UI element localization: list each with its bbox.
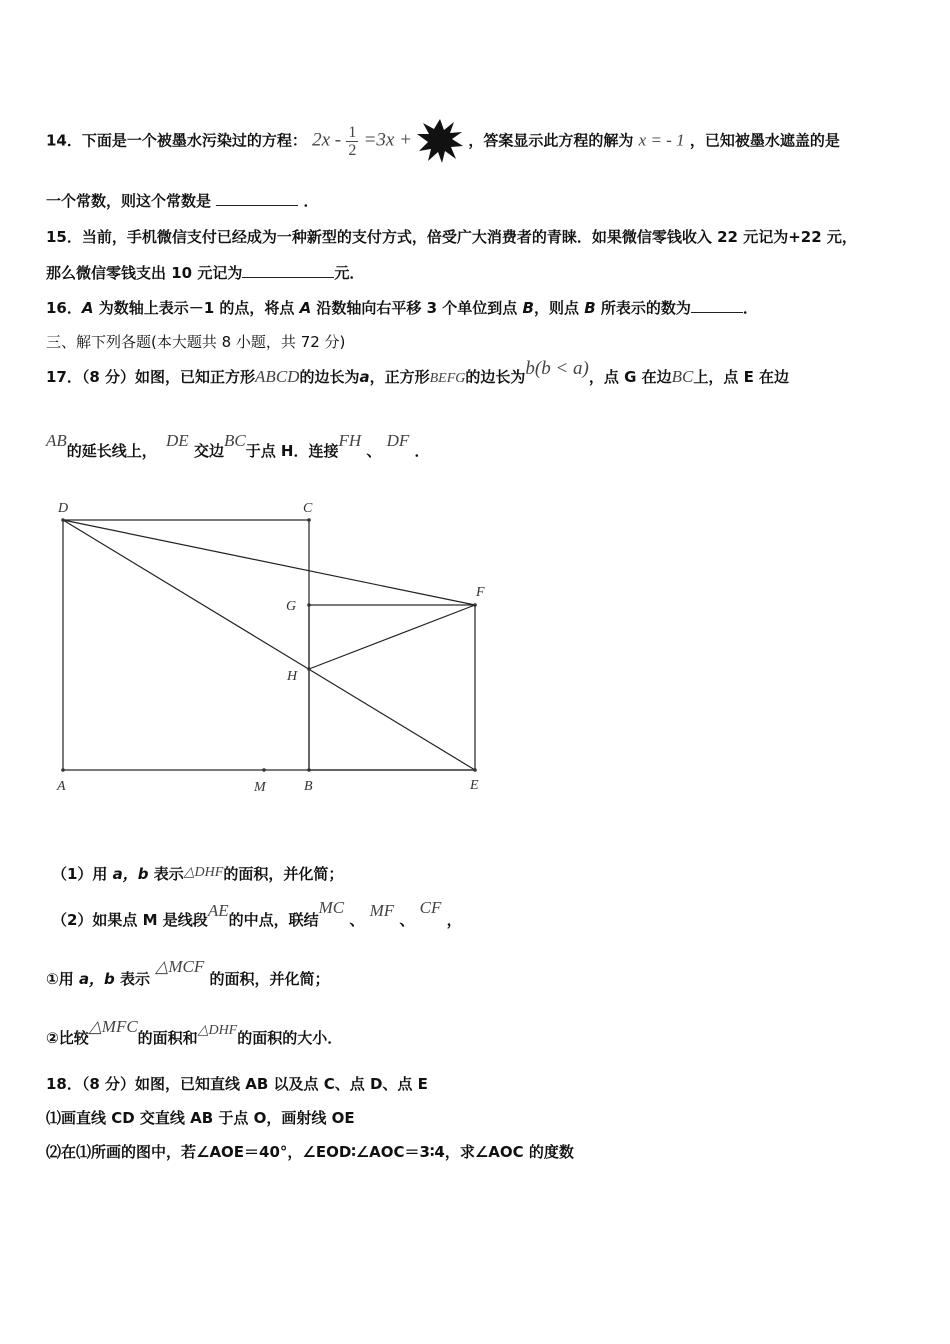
label-g: G [286, 599, 297, 614]
q17-text-5: 上，点 E 在边 [693, 368, 790, 386]
q16-point-b: B [522, 299, 534, 317]
point-d [61, 518, 65, 522]
q17-l2-sep: 、 [366, 442, 382, 460]
square-abcd [63, 520, 309, 770]
q16-text-2: 沿数轴向右平移 3 个单位到点 [311, 299, 523, 317]
q17-sub1-a: ①用 [46, 970, 79, 988]
q17-b-condition: b(b < a) [525, 358, 589, 379]
q17-sub2-b: 的面积和 [137, 1029, 198, 1047]
label-a: A [57, 779, 66, 794]
geometry-figure [40, 495, 510, 800]
label-c: C [303, 501, 313, 516]
label-m: M [254, 780, 266, 795]
q17-text-3: 的边长为 [465, 368, 526, 386]
q17-intro: 17．（8 分）如图，已知正方形 [46, 368, 256, 386]
q14-eq-right: =3x + [363, 129, 412, 151]
q17-part2-b: 的中点，联结 [228, 911, 319, 929]
q17-part2-sep2: 、 [399, 911, 415, 929]
point-b [307, 768, 311, 772]
q17-var-a: a [359, 368, 370, 386]
q17-part2-sep1: 、 [349, 911, 365, 929]
q17-fh: FH [338, 431, 362, 450]
q17-l2-text-1: 的延长线上， [66, 442, 157, 460]
q15-line1: 15．当前，手机微信支付已经成为一种新型的支付方式，倍受广大消费者的青睐．如果微信零钱收入 22 元记为+22 元， [46, 228, 857, 246]
q17-part2-cf: CF [419, 898, 442, 917]
q17-bc: BC [671, 367, 694, 386]
q14-eq-left: 2x - [312, 129, 342, 151]
point-f [473, 603, 477, 607]
q17-df: DF [386, 431, 410, 450]
q17-part1-c: 的面积，并化简； [223, 865, 344, 883]
square-befg [309, 605, 475, 770]
point-e [473, 768, 477, 772]
q17-part1 [52, 863, 343, 884]
label-f: F [476, 585, 485, 600]
q17-sub2 [46, 1017, 343, 1048]
q17-de: DE [166, 431, 189, 450]
q17-part2 [52, 898, 462, 930]
q16-end: ． [742, 299, 758, 317]
section-3-heading: 三、解下列各题(本大题共 8 小题，共 72 分) [46, 333, 346, 351]
q17-befg: BEFG [429, 371, 466, 386]
q14-line2-text: 一个常数，则这个常数是 [46, 192, 212, 210]
q17-sub1-c: 的面积，并化简； [209, 970, 330, 988]
ink-blot-icon [417, 118, 463, 164]
q14-frac-den: 2 [348, 141, 357, 159]
point-a [61, 768, 65, 772]
point-g [307, 603, 311, 607]
q15-answer-blank[interactable] [242, 263, 334, 278]
q14-line2 [46, 190, 319, 211]
q17-l2-text-2: 交边 [193, 442, 224, 460]
q17-part1-b: 表示 [148, 865, 184, 883]
segment-fh [309, 605, 475, 669]
q17-ab: AB [46, 431, 67, 450]
q17-sub2-c: 的面积的大小． [237, 1029, 343, 1047]
q17-l2-end: ． [414, 442, 430, 460]
point-h [307, 667, 311, 671]
q14-solution: x = - 1 [638, 130, 685, 150]
q16-point-b2: B [584, 299, 596, 317]
q14-suffix: ，已知被墨水遮盖的是 [689, 131, 840, 150]
q16-point-a: A [81, 299, 94, 317]
q17-part2-mc: MC [318, 898, 345, 917]
q15-line2-end: 元． [334, 264, 365, 282]
segment-de [63, 520, 475, 770]
q17-part1-a: （1）用 [52, 865, 113, 883]
q16-text-3: ，则点 [533, 299, 585, 317]
q17-sub2-triangle1: △MFC [88, 1017, 138, 1036]
q17-l2-bc: BC [223, 431, 246, 450]
q15-line2-start: 那么微信零钱支出 10 元记为 [46, 264, 243, 282]
label-d: D [58, 501, 69, 516]
q18-line1: 18．（8 分）如图，已知直线 AB 以及点 C、点 D、点 E [46, 1075, 428, 1093]
q17-part1-ab: a，b [112, 865, 149, 883]
q14-line2-end: ． [303, 192, 319, 210]
q14-mid: ，答案显示此方程的解为 [468, 131, 634, 150]
q17-part2-mf: MF [369, 901, 395, 920]
q16-text-1: 为数轴上表示－1 的点，将点 [93, 299, 300, 317]
point-m [262, 768, 266, 772]
q16-point-a2: A [299, 299, 312, 317]
label-b: B [304, 779, 313, 794]
q17-sub1 [46, 957, 330, 989]
q18-line3: ⑵在⑴所画的图中，若∠AOE＝40°，∠EOD∶∠AOC＝3∶4，求∠AOC 的度数 [46, 1143, 574, 1161]
q14-frac-num: 1 [348, 123, 357, 141]
q17-l2-text-3: 于点 H．连接 [245, 442, 339, 460]
q17-line1 [46, 358, 790, 388]
q17-sub1-b: 表示 [114, 970, 151, 988]
q17-sub2-triangle2: △DHF [197, 1023, 238, 1038]
segment-df [63, 520, 475, 605]
q17-sub1-ab: a，b [78, 970, 115, 988]
q14-fraction [346, 124, 358, 159]
point-c [307, 518, 311, 522]
q17-part1-triangle: △DHF [183, 865, 224, 880]
label-e: E [470, 778, 479, 793]
q17-part2-end: ， [446, 911, 462, 929]
q17-abcd: ABCD [255, 367, 300, 386]
q17-text-4: ，点 G 在边 [588, 368, 672, 386]
q17-line2 [46, 431, 430, 461]
q14-prefix: 14．下面是一个被墨水污染过的方程： [46, 131, 307, 150]
q17-text-1: 的边长为 [299, 368, 360, 386]
q17-part2-ae: AE [207, 901, 229, 920]
q17-text-2: ，正方形 [369, 368, 430, 386]
q15-line2 [46, 262, 364, 283]
q14-answer-blank[interactable] [216, 191, 298, 206]
q17-sub1-triangle: △MCF [155, 957, 205, 976]
q16-number: 16． [46, 299, 82, 317]
q18-line2: ⑴画直线 CD 交直线 AB 于点 O，画射线 OE [46, 1109, 355, 1127]
q16-line [46, 297, 758, 318]
q17-part2-a: （2）如果点 M 是线段 [52, 911, 208, 929]
q16-answer-blank[interactable] [691, 298, 743, 313]
q17-sub2-a: ②比较 [46, 1029, 89, 1047]
q14-line1 [46, 118, 840, 164]
q16-text-4: 所表示的数为 [595, 299, 691, 317]
label-h: H [287, 669, 298, 684]
